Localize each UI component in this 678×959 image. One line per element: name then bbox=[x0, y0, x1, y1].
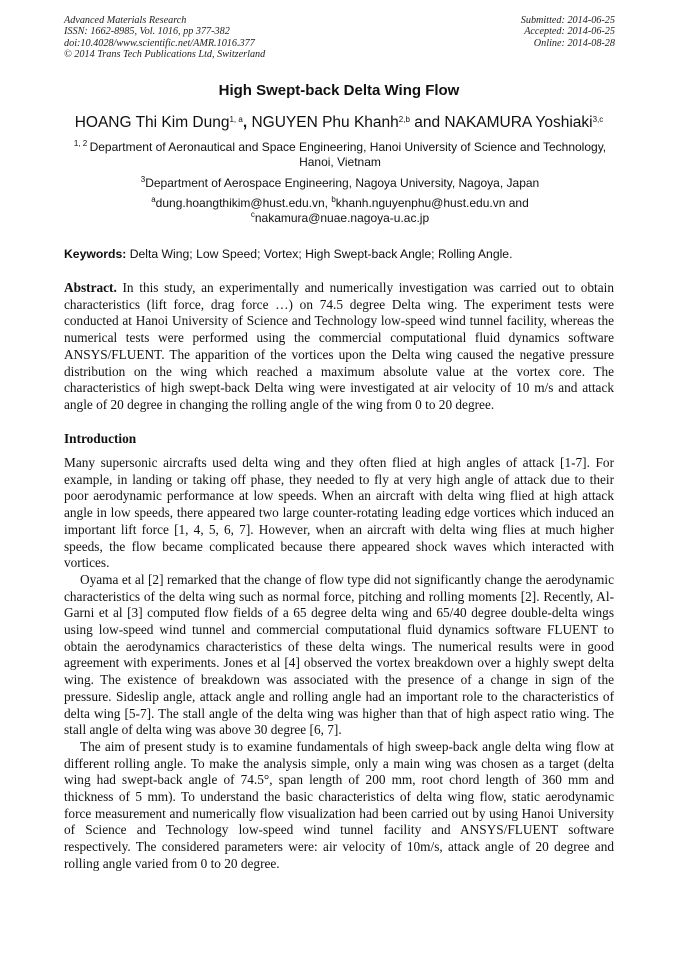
section-heading-introduction: Introduction bbox=[64, 431, 137, 446]
email-superscript: b bbox=[331, 195, 336, 204]
paragraph: Oyama et al [2] remarked that the change of flow type did not significantly change the aerodynamic characteristics of the delta wing such as normal force, pitching and rolling moments [2]. Recently, Al-Garni et al [3] computed flow fields of a 65 degree delta wing and 65/40 degree double-delta wings using low-speed wind tunnel and commercial computational fluid dynamics software FLUENT to obtain the aerodynamics characteristics of these delta wings. The numerical results were in good agreement with experiments. Jones et al [4] observed the vortex breakdown over a highly swept delta wing. The existence of breakdown was associated with the presence of a change in sign of the pressure. Sideslip angle, attack angle and rolling angle had an important role to the characteristics of delta wing [5-7]. The stall angle of the delta wing was higher than that of high aspect ratio wing. The stall angle of delta wing was above 30 degree [6, 7]. bbox=[64, 571, 614, 738]
keywords-label: Keywords: bbox=[64, 247, 127, 261]
author-emails bbox=[70, 196, 610, 225]
introduction-body bbox=[64, 455, 614, 873]
paragraph: Many supersonic aircrafts used delta wing and they often flied at high angles of attack [1-7]. For example, in landing or taking off phase, they needed to fly at very high angle of attack due to their poor aerodynamic performance at low speeds. When an aircraft with delta wing flied at high attack angle in low speeds, there appeared two large counter-rotating leading edge vortices which induced an important lift force [1, 4, 5, 6, 7]. However, when an aircraft with delta wing flies at much higher speeds, the flow became complicated because there appeared shock waves which interacted with vortices. bbox=[64, 455, 614, 571]
online-date: Online: 2014-08-28 bbox=[533, 37, 615, 49]
email-a: dung.hoangthikim@hust.edu.vn, bbox=[155, 196, 328, 210]
author-separator: and bbox=[414, 114, 441, 131]
affiliation-superscript: 1, 2 bbox=[73, 139, 88, 148]
journal-name: Advanced Materials Research bbox=[64, 15, 187, 26]
author-separator: , bbox=[242, 114, 248, 131]
email-superscript: a bbox=[151, 195, 156, 204]
doi-line: doi:10.4028/www.scientific.net/AMR.1016.377 bbox=[64, 37, 255, 49]
author-name: HOANG Thi Kim Dung bbox=[74, 114, 230, 131]
paper-title: High Swept-back Delta Wing Flow bbox=[218, 82, 460, 99]
email-c: nakamura@nuae.nagoya-u.ac.jp bbox=[254, 210, 430, 225]
journal-info bbox=[64, 15, 265, 61]
copyright-line: © 2014 Trans Tech Publications Ltd, Switzerland bbox=[64, 49, 266, 61]
submission-dates bbox=[521, 15, 615, 49]
paragraph: The aim of present study is to examine fundamentals of high sweep-back angle delta wing flow at different rolling angle. To make the analysis simple, only a main wing was chosen as a target (delta wing had swept-back angle of 74.5°, span length of 200 mm, root chord length of 360 mm and thickness of 5 mm). To understand the basic characteristics of delta wing flow, static aerodynamic force measurement and numerically flow visualization had been carried out by using Hanoi University of Science and Technology low-speed wind tunnel facility and ANSYS/FLUENT software respectively. The considered parameters were: air velocity of 10m/s, attack angle of 20 degree and rolling angle varied from 0 to 20 degree. bbox=[64, 738, 614, 871]
submitted-date: Submitted: 2014-06-25 bbox=[520, 15, 615, 26]
abstract-text: In this study, an experimentally and numerically investigation was carried out to obtain characteristics (lift force, drag force …) on 74.5 degree Delta wing. The experiment tests were conducted at Hanoi University of Science and Technology low-speed wind tunnel facility, whereas the numerical tests were performed using the commercial computational fluid dynamics software ANSYS/FLUENT. The apparition of the vortices upon the Delta wing caused the negative pressure distribution on the wing which reached a maximum absolute value at the vortex core. The characteristics of high swept-back Delta wing were investigated at air velocity of 10 m/s and attack angle of 20 degree in changing the rolling angle of the wing from 0 to 20 degree. bbox=[64, 280, 614, 412]
affiliation-text: Department of Aerospace Engineering, Nagoya University, Nagoya, Japan bbox=[145, 176, 540, 190]
keywords-text: Delta Wing; Low Speed; Vortex; High Swept-back Angle; Rolling Angle. bbox=[129, 247, 513, 261]
email-b: khanh.nguyenphu@hust.edu.vn and bbox=[335, 196, 529, 210]
affiliation-superscript: 3 bbox=[140, 175, 146, 184]
issn-line: ISSN: 1662-8985, Vol. 1016, pp 377-382 bbox=[64, 26, 230, 38]
accepted-date: Accepted: 2014-06-25 bbox=[524, 26, 615, 38]
author-list bbox=[0, 114, 678, 132]
email-superscript: c bbox=[250, 209, 255, 219]
author-name: NAKAMURA Yoshiaki bbox=[444, 114, 593, 131]
author-name: NGUYEN Phu Khanh bbox=[251, 114, 399, 131]
affiliation-2 bbox=[70, 176, 610, 191]
author-superscript: 2,b bbox=[398, 115, 410, 124]
affiliation-1 bbox=[70, 140, 610, 169]
author-superscript: 1, a bbox=[229, 115, 243, 124]
abstract-label: Abstract. bbox=[64, 280, 117, 295]
affiliation-text: Department of Aeronautical and Space Engineering, Hanoi University of Science and Technology, Hanoi, Vietnam bbox=[89, 140, 607, 169]
author-superscript: 3,c bbox=[592, 115, 604, 124]
keywords-line bbox=[64, 247, 512, 261]
abstract bbox=[64, 280, 614, 414]
